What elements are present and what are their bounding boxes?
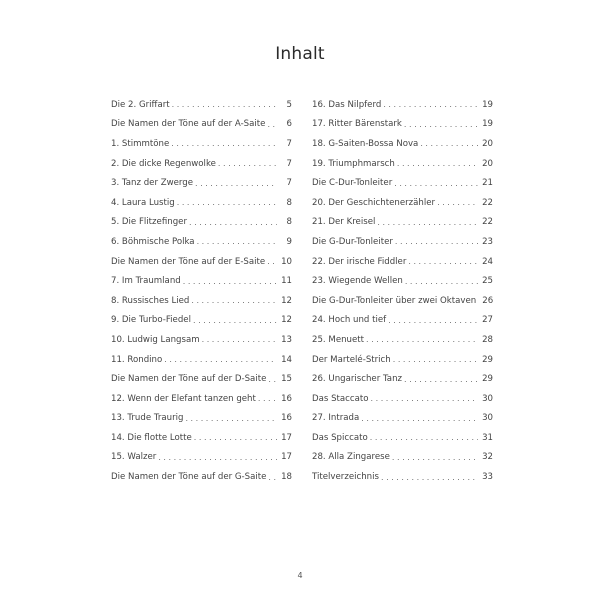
- dot-leader: [202, 335, 277, 344]
- toc-entry: [312, 252, 493, 272]
- dot-leader: [404, 375, 478, 384]
- toc-entry-page: 25: [482, 276, 493, 287]
- dot-leader: [370, 433, 478, 442]
- toc-entry-page: 29: [482, 354, 493, 365]
- dot-leader: [404, 120, 478, 129]
- dot-leader: [383, 100, 478, 109]
- table-of-contents: [111, 95, 493, 487]
- toc-entry-page: 30: [482, 393, 493, 404]
- toc-entry-title: 26. Ungarischer Tanz: [312, 374, 403, 385]
- toc-entry-title: 24. Hoch und tief: [312, 315, 387, 326]
- toc-entry-page: 7: [286, 138, 292, 149]
- toc-entry-page: 33: [482, 472, 493, 483]
- toc-entry-page: 24: [482, 256, 493, 267]
- toc-entry: [111, 134, 292, 154]
- toc-entry-title: 3. Tanz der Zwerge: [111, 178, 194, 189]
- toc-entry-title: 1. Stimmtöne: [111, 138, 170, 149]
- toc-column-right: [312, 95, 493, 487]
- toc-entry: [312, 291, 493, 311]
- dot-leader: [392, 453, 478, 462]
- dot-leader: [268, 375, 277, 384]
- toc-entry-page: 16: [281, 393, 292, 404]
- toc-entry-page: 5: [286, 99, 292, 110]
- toc-entry: [111, 154, 292, 174]
- toc-entry: [111, 115, 292, 135]
- toc-entry: [312, 428, 493, 448]
- dot-leader: [195, 179, 277, 188]
- dot-leader: [194, 433, 277, 442]
- toc-entry-page: 17: [281, 432, 292, 443]
- dot-leader: [268, 473, 277, 482]
- toc-entry-page: 8: [286, 217, 292, 228]
- dot-leader: [191, 296, 277, 305]
- toc-entry-page: 28: [482, 334, 493, 345]
- toc-entry: [111, 213, 292, 233]
- toc-entry: [111, 389, 292, 409]
- toc-entry-title: 7. Im Traumland: [111, 276, 181, 287]
- dot-leader: [183, 277, 277, 286]
- toc-entry-page: 17: [281, 452, 292, 463]
- dot-leader: [408, 257, 478, 266]
- toc-entry: [312, 389, 493, 409]
- dot-leader: [267, 257, 277, 266]
- dot-leader: [381, 473, 478, 482]
- toc-entry-page: 30: [482, 413, 493, 424]
- toc-entry-title: 22. Der irische Fiddler: [312, 256, 407, 267]
- toc-entry: [312, 213, 493, 233]
- toc-entry-page: 7: [286, 178, 292, 189]
- toc-entry-page: 19: [482, 99, 493, 110]
- toc-entry-page: 10: [281, 256, 292, 267]
- dot-leader: [258, 394, 277, 403]
- toc-entry-title: 27. Intrada: [312, 413, 360, 424]
- dot-leader: [388, 316, 478, 325]
- toc-entry-title: Das Spiccato: [312, 432, 368, 443]
- toc-entry: [312, 134, 493, 154]
- dot-leader: [267, 120, 277, 129]
- toc-entry: [312, 173, 493, 193]
- toc-entry-page: 31: [482, 432, 493, 443]
- dot-leader: [393, 355, 478, 364]
- toc-entry-page: 12: [281, 295, 292, 306]
- toc-entry-title: 6. Böhmische Polka: [111, 236, 195, 247]
- toc-entry-page: 23: [482, 236, 493, 247]
- toc-entry: [111, 252, 292, 272]
- toc-entry: [312, 193, 493, 213]
- toc-entry-title: Die Namen der Töne auf der G-Saite: [111, 472, 267, 483]
- toc-entry-page: 18: [281, 472, 292, 483]
- dot-leader: [405, 277, 478, 286]
- toc-entry: [312, 311, 493, 331]
- toc-entry-page: 19: [482, 119, 493, 130]
- toc-entry: [111, 369, 292, 389]
- page-title: Inhalt: [275, 44, 325, 65]
- toc-entry: [312, 448, 493, 468]
- dot-leader: [420, 139, 478, 148]
- dot-leader: [193, 316, 277, 325]
- toc-entry: [312, 409, 493, 429]
- toc-entry-title: 15. Walzer: [111, 452, 157, 463]
- dot-leader: [377, 218, 478, 227]
- toc-entry-page: 6: [286, 119, 292, 130]
- dot-leader: [395, 237, 478, 246]
- toc-entry: [111, 409, 292, 429]
- dot-leader: [158, 453, 277, 462]
- toc-entry-title: 10. Ludwig Langsam: [111, 334, 200, 345]
- toc-entry: [111, 232, 292, 252]
- toc-entry: [312, 115, 493, 135]
- toc-entry-title: Das Staccato: [312, 393, 369, 404]
- toc-entry: [312, 467, 493, 487]
- toc-entry: [312, 95, 493, 115]
- toc-entry-title: Die Namen der Töne auf der A-Saite: [111, 119, 266, 130]
- toc-entry-title: Die Namen der Töne auf der D-Saite: [111, 374, 267, 385]
- toc-entry: [312, 369, 493, 389]
- toc-entry-page: 11: [281, 276, 292, 287]
- toc-entry-title: 17. Ritter Bärenstark: [312, 119, 402, 130]
- dot-leader: [164, 355, 277, 364]
- toc-entry-title: 25. Menuett: [312, 334, 365, 345]
- toc-entry-title: 20. Der Geschichtenerzähler: [312, 197, 436, 208]
- toc-entry-page: 27: [482, 315, 493, 326]
- toc-entry-page: 8: [286, 197, 292, 208]
- toc-entry-page: 20: [482, 158, 493, 169]
- toc-entry-title: Die G-Dur-Tonleiter über zwei Oktaven: [312, 295, 477, 306]
- toc-entry-page: 12: [281, 315, 292, 326]
- dot-leader: [197, 237, 277, 246]
- toc-entry: [111, 271, 292, 291]
- dot-leader: [371, 394, 478, 403]
- toc-entry-title: Die C-Dur-Tonleiter: [312, 178, 393, 189]
- toc-entry-title: 14. Die flotte Lotte: [111, 432, 192, 443]
- toc-entry-page: 20: [482, 138, 493, 149]
- toc-entry-title: 23. Wiegende Wellen: [312, 276, 403, 287]
- toc-entry: [312, 330, 493, 350]
- toc-entry: [312, 232, 493, 252]
- toc-entry-title: 4. Laura Lustig: [111, 197, 175, 208]
- toc-entry-title: Die 2. Griffart: [111, 99, 170, 110]
- toc-entry-title: 8. Russisches Lied: [111, 295, 190, 306]
- toc-entry-title: 28. Alla Zingarese: [312, 452, 390, 463]
- toc-entry-page: 14: [281, 354, 292, 365]
- toc-entry-page: 13: [281, 334, 292, 345]
- dot-leader: [394, 179, 478, 188]
- toc-entry-page: 22: [482, 197, 493, 208]
- dot-leader: [172, 100, 277, 109]
- toc-entry-title: 21. Der Kreisel: [312, 217, 376, 228]
- toc-entry: [111, 448, 292, 468]
- toc-entry: [312, 154, 493, 174]
- toc-entry: [111, 428, 292, 448]
- toc-entry-title: Der Martelé-Strich: [312, 354, 391, 365]
- toc-entry-page: 22: [482, 217, 493, 228]
- toc-entry: [111, 311, 292, 331]
- toc-entry-title: Titelverzeichnis: [312, 472, 379, 483]
- toc-entry-page: 26: [482, 295, 493, 306]
- dot-leader: [185, 414, 277, 423]
- toc-entry: [111, 350, 292, 370]
- dot-leader: [218, 159, 277, 168]
- dot-leader: [171, 139, 277, 148]
- toc-entry-title: 2. Die dicke Regenwolke: [111, 158, 216, 169]
- toc-entry-title: 12. Wenn der Elefant tanzen geht: [111, 393, 256, 404]
- toc-entry-title: 16. Das Nilpferd: [312, 99, 382, 110]
- toc-entry: [111, 291, 292, 311]
- dot-leader: [397, 159, 478, 168]
- toc-entry-page: 32: [482, 452, 493, 463]
- toc-entry-title: 9. Die Turbo-Fiedel: [111, 315, 191, 326]
- toc-entry-title: 18. G-Saiten-Bossa Nova: [312, 138, 419, 149]
- toc-entry-page: 16: [281, 413, 292, 424]
- toc-entry-page: 15: [281, 374, 292, 385]
- toc-entry-page: 29: [482, 374, 493, 385]
- dot-leader: [361, 414, 478, 423]
- page-number: 4: [297, 571, 303, 580]
- toc-entry: [111, 467, 292, 487]
- dot-leader: [177, 198, 277, 207]
- toc-entry-title: 11. Rondino: [111, 354, 163, 365]
- toc-entry-page: 21: [482, 178, 493, 189]
- toc-entry-title: 5. Die Flitzefinger: [111, 217, 187, 228]
- dot-leader: [366, 335, 478, 344]
- toc-entry-title: 19. Triumphmarsch: [312, 158, 395, 169]
- toc-entry: [111, 193, 292, 213]
- dot-leader: [189, 218, 277, 227]
- toc-entry: [312, 271, 493, 291]
- toc-entry: [111, 330, 292, 350]
- toc-entry-title: Die G-Dur-Tonleiter: [312, 236, 393, 247]
- toc-entry-title: 13. Trude Traurig: [111, 413, 184, 424]
- toc-entry: [111, 173, 292, 193]
- toc-entry-page: 7: [286, 158, 292, 169]
- toc-entry-title: Die Namen der Töne auf der E-Saite: [111, 256, 266, 267]
- dot-leader: [437, 198, 478, 207]
- toc-column-left: [111, 95, 292, 487]
- toc-entry: [111, 95, 292, 115]
- toc-entry: [312, 350, 493, 370]
- toc-entry-page: 9: [286, 236, 292, 247]
